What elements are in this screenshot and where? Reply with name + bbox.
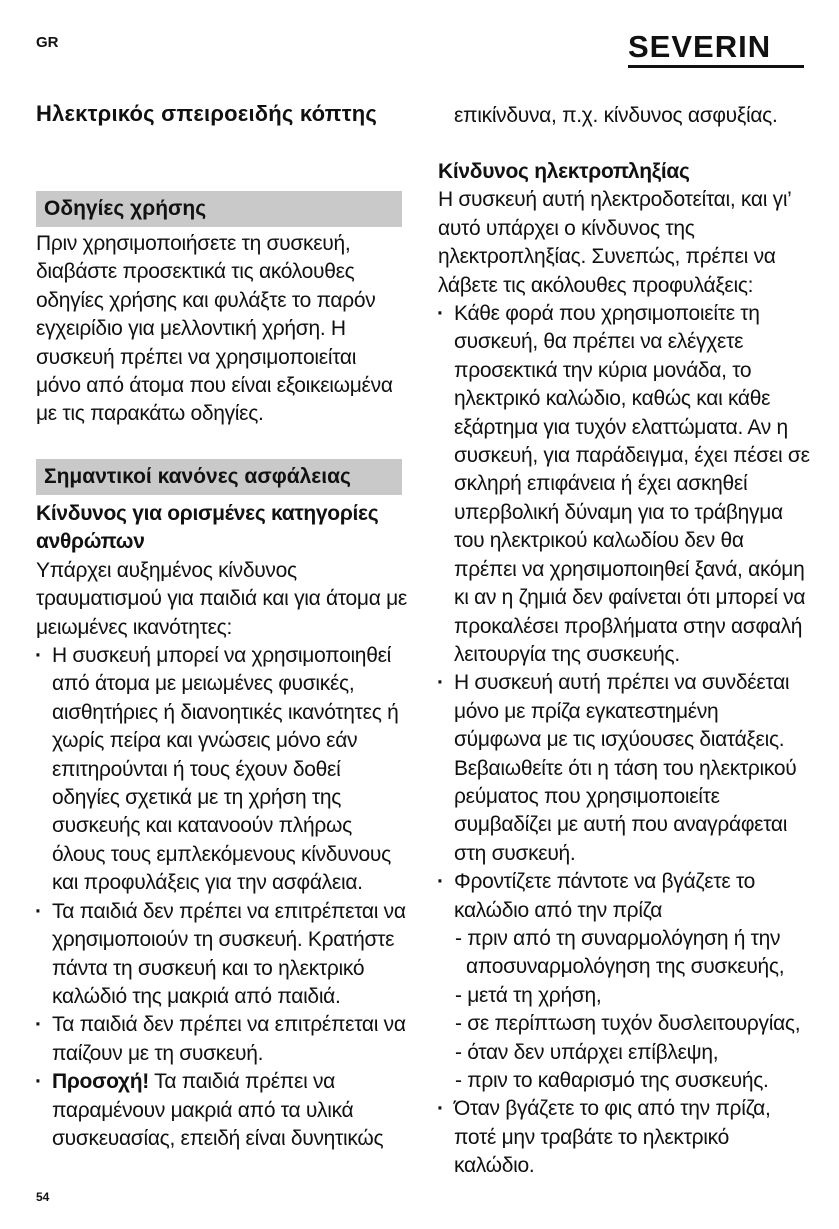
warning-label: Προσοχή! [52,1070,149,1094]
dash-item: - πριν το καθαρισμό της συσκευής. [455,1069,769,1092]
dash-item: - πριν από τη συναρμολόγηση ή την αποσυναρμολόγηση της συσκευής, [455,926,785,979]
dash-item: - όταν δεν υπάρχει επίβλεψη, [455,1040,719,1064]
warning-continuation: επικίνδυνα, π.χ. κίνδυνος ασφυξίας. [454,104,778,127]
persons-intro: Υπάρχει αυξημένος κίνδυνος τραυματισμού για παιδιά και για άτομα με μειωμένες ικανότητες: [36,558,407,639]
language-code: GR [36,34,59,51]
warning-text: Τα παιδιά πρέπει να παραμένουν μακριά από τα υλικά συσκευασίας, επειδή είναι δυνητικώς [52,1070,384,1150]
dash-item: - σε περίπτωση τυχόν δυσλειτουργίας, [455,1012,801,1036]
persons-bullet-list [36,642,408,1153]
page-number: 54 [36,1190,50,1204]
list-item: · Τα παιδιά δεν πρέπει να επιτρέπεται να παίζουν με τη συσκευή. [36,1011,408,1068]
dash-item: - μετά τη χρήση, [455,983,602,1007]
list-item: · Όταν βγάζετε το φις από την πρίζα, ποτέ μην τραβάτε το ηλεκτρικό καλώδιο. [438,1095,810,1180]
list-item-warning [36,1068,408,1153]
list-item-unplug [438,868,810,925]
list-item: · Κάθε φορά που χρησιμοποιείτε τη συσκευή, θα πρέπει να ελέγχετε προσεκτικά την κύρια μονάδα, το ηλεκτρικό καλώδιο, καθώς και κάθε εξάρτημα για τυχόν ελαττώματα. Αν η συσκευή, για παράδειγμα, έχει πέσει σε σκληρή επιφάνεια ή έχει ασκηθεί υπερβολική δύναμη για το τράβηγμα του ηλεκτρικού καλωδίου δεν θα πρέπει να χρησιμοποιηθεί ξανά, ακόμη κι αν η ζημιά δεν φαίνεται ότι μπορεί να προκαλέσει προβλήματα στην ασφαλή λειτουργία της συσκευής. [438,300,810,669]
subheading-persons: Κίνδυνος για ορισμένες κατηγορίες ανθρώπων [36,502,379,554]
electric-last-bullet [438,1095,810,1180]
list-item: · Η συσκευή μπορεί να χρησιμοποιηθεί από άτομα με μειωμένες φυσικές, αισθητήριες ή διανοητικές ικανότητες ή χωρίς πείρα και γνώσεις μόνο εάν επιτηρούνται ή τους έχουν δοθεί οδηγίες σχετικά με τη χρήση της συσκευής και κατανοούν πλήρως όλους τους εμπλεκόμενους κίνδυνους και προφυλάξεις για την ασφάλεια. [36,642,408,898]
brand-logo: SEVERIN [628,30,804,68]
electric-intro: Η συσκευή αυτή ηλεκτροδοτείται, και γι’ αυτό υπάρχει ο κίνδυνος της ηλεκτροπληξίας. Συνεπώς, πρέπει να λάβετε τις ακόλουθες προφυλάξεις: [438,188,791,297]
page-title: Ηλεκτρικός σπειροειδής κόπτης [36,101,377,126]
left-column [36,500,408,1153]
unplug-dash-list [438,925,810,1095]
instructions-text: Πριν χρησιμοποιήσετε τη συσκευή, διαβάστε προσεκτικά τις ακόλουθες οδηγίες χρήσης και φυλάξτε το παρόν εγχειρίδιο για μελλοντική χρήση. Η συσκευή πρέπει να χρησιμοποιείται μόνο από άτομα που είναι εξοικειωμένα με τις παρακάτω οδηγίες. [36,232,393,426]
section-heading-instructions: Οδηγίες χρήσης [36,191,402,227]
list-item: · Τα παιδιά δεν πρέπει να επιτρέπεται να χρησιμοποιούν τη συσκευή. Κρατήστε πάντα τη συσκευή και το ηλεκτρικό καλώδιό της μακριά από παιδιά. [36,898,408,1012]
unplug-intro: · Φροντίζετε πάντοτε να βγάζετε το καλώδιο από την πρίζα [454,870,756,922]
right-column [438,158,810,1181]
list-item: · Η συσκευή αυτή πρέπει να συνδέεται μόνο με πρίζα εγκατεστημένη σύμφωνα με τις ισχύουσες διατάξεις. Βεβαιωθείτε ότι η τάση του ηλεκτρικού ρεύματος που χρησιμοποιείτε συμβαδίζει με αυτή που αναγράφεται στη συσκευή. [438,669,810,868]
subheading-electric: Κίνδυνος ηλεκτροπληξίας [438,160,690,183]
electric-bullet-list [438,300,810,925]
section-heading-safety: Σημαντικοί κανόνες ασφάλειας [36,459,402,495]
